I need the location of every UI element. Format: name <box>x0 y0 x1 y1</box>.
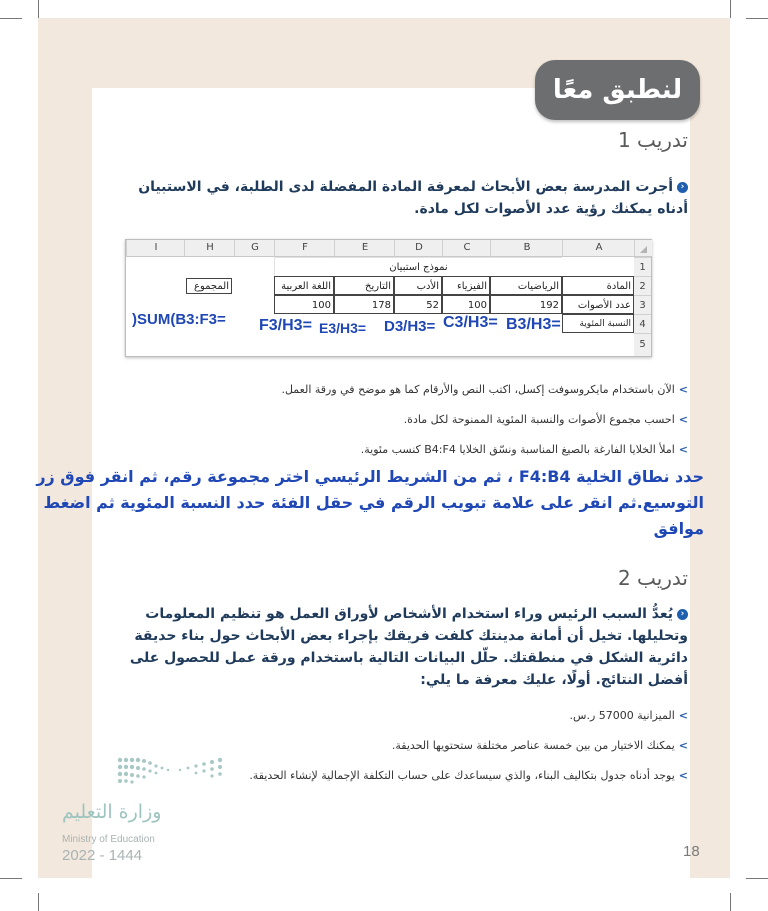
value-cell: 52 <box>394 295 442 314</box>
page-number: 18 <box>683 843 700 860</box>
academic-year: 2022 - 1444 <box>62 847 143 864</box>
formula-c: C3/H3= <box>443 314 498 331</box>
crop-mark <box>746 18 768 19</box>
row-header: 2 <box>634 276 651 296</box>
ministry-logo-dots <box>116 756 226 784</box>
column-header: C <box>442 240 491 257</box>
column-header: I <box>126 240 185 257</box>
column-header: E <box>334 240 395 257</box>
header-cell-total: المجموع <box>186 278 232 294</box>
column-header: A <box>562 240 635 257</box>
header-cell-subject: الأدب <box>394 276 442 295</box>
exercise2-heading: تدريب 2 <box>617 566 688 590</box>
select-all-corner <box>634 240 652 257</box>
crop-mark <box>730 893 731 911</box>
exercise1-lead <box>118 176 688 220</box>
section-title-badge <box>535 60 700 120</box>
exercise1-lead-text: أجرت المدرسة بعض الأبحاث لمعرفة المادة المفضلة لدى الطلبة، في الاستبيان أدناه يمكنك رؤية عدد الأصوات لكل مادة. <box>138 179 688 217</box>
value-cell: 100 <box>442 295 490 314</box>
chevron-left-icon: > <box>678 443 688 456</box>
header-cell-label: المادة <box>562 276 634 295</box>
header-cell-subject: الرياضيات <box>490 276 562 295</box>
exercise1-bullet: >املأ الخلايا الفارغة بالصيغ المناسبة ونسّق الخلايا B4:F4 كنسب مئوية. <box>360 443 688 456</box>
chevron-left-icon: > <box>678 709 688 722</box>
chevron-left-icon: > <box>678 769 688 782</box>
chevron-left-icon: > <box>678 739 688 752</box>
crop-mark <box>0 18 22 19</box>
row-label-percent: النسبة المئوية <box>562 314 634 333</box>
header-cell-subject: اللغة العربية <box>274 276 334 295</box>
row-header: 1 <box>634 257 651 277</box>
ministry-name-arabic: وزارة التعليم <box>62 801 162 823</box>
header-cell-subject: الفيزياء <box>442 276 490 295</box>
exercise2-bullet: >يوجد أدناه جدول بتكاليف البناء، والذي سيساعدك على حساب التكلفة الإجمالية لإنشاء الحديقة. <box>249 769 688 782</box>
formula-e: E3/H3= <box>319 320 367 336</box>
row-header: 5 <box>634 333 651 356</box>
answer-note: حدد نطاق الخلية F4:B4 ، ثم من الشريط الرئيسي اختر مجموعة رقم، ثم انقر فوق زر التوسيع.ثم انقر على علامة تبويب الرقم في حقل الفئة حدد النسبة المئوية ثم اضغط موافق <box>36 467 704 538</box>
exercise1-bullet: >احسب مجموع الأصوات والنسبة المئوية الممنوحة لكل مادة. <box>403 413 688 426</box>
row-header: 3 <box>634 295 651 315</box>
bullet-circle-icon: ‹ <box>677 182 688 193</box>
exercise1-heading: تدريب 1 <box>617 128 688 152</box>
header-cell-subject: التاريخ <box>334 276 394 295</box>
crop-mark <box>730 0 731 18</box>
column-header: B <box>490 240 563 257</box>
exercise2-bullet: >يمكنك الاختيار من بين خمسة عناصر مختلفة ستحتويها الحديقة. <box>391 739 688 752</box>
spreadsheet-screenshot <box>125 239 652 357</box>
value-cell: 192 <box>490 295 562 314</box>
row-label-votes: عدد الأصوات <box>562 295 634 314</box>
value-cell: 100 <box>274 295 334 314</box>
column-header: D <box>394 240 443 257</box>
exercise2-lead-text: يُعدُّ السبب الرئيس وراء استخدام الأشخاص لأوراق العمل هو تنظيم المعلومات وتحليلها. تخيل أن أمانة مدينتك كلفت فريقك بإجراء بعض الأبحاث حول بناء حديقة دائرية الشكل في منطقتك. حلّل البيانات التالية باستخدام ورقة عمل للحصول على أفضل النتائج. أولًا، عليك معرفة ما يلي: <box>129 606 688 688</box>
exercise2-bullet: >الميزانية 57000 ر.س. <box>569 709 688 722</box>
ministry-name-english: Ministry of Education <box>62 834 155 845</box>
section-title: لنطبق معًا <box>552 75 683 105</box>
column-header: H <box>184 240 235 257</box>
column-header: G <box>234 240 275 257</box>
formula-b: B3/H3= <box>506 316 561 333</box>
value-cell: 178 <box>334 295 394 314</box>
sheet-title-cell: نموذج استبيان <box>274 257 562 276</box>
formula-sum: )SUM(B3:F3= <box>132 311 226 328</box>
bullet-circle-icon: ‹ <box>677 609 688 620</box>
formula-f: F3/H3= <box>259 317 312 334</box>
exercise1-bullet: >الآن باستخدام مايكروسوفت إكسل، اكتب النص والأرقام كما هو موضح في ورقة العمل. <box>281 383 688 396</box>
crop-mark <box>38 893 39 911</box>
exercise2-lead <box>108 603 688 691</box>
chevron-left-icon: > <box>678 383 688 396</box>
column-header: F <box>274 240 335 257</box>
formula-d: D3/H3= <box>384 318 436 335</box>
crop-mark <box>38 0 39 18</box>
crop-mark <box>746 878 768 879</box>
crop-mark <box>0 878 22 879</box>
chevron-left-icon: > <box>678 413 688 426</box>
row-header: 4 <box>634 314 651 334</box>
